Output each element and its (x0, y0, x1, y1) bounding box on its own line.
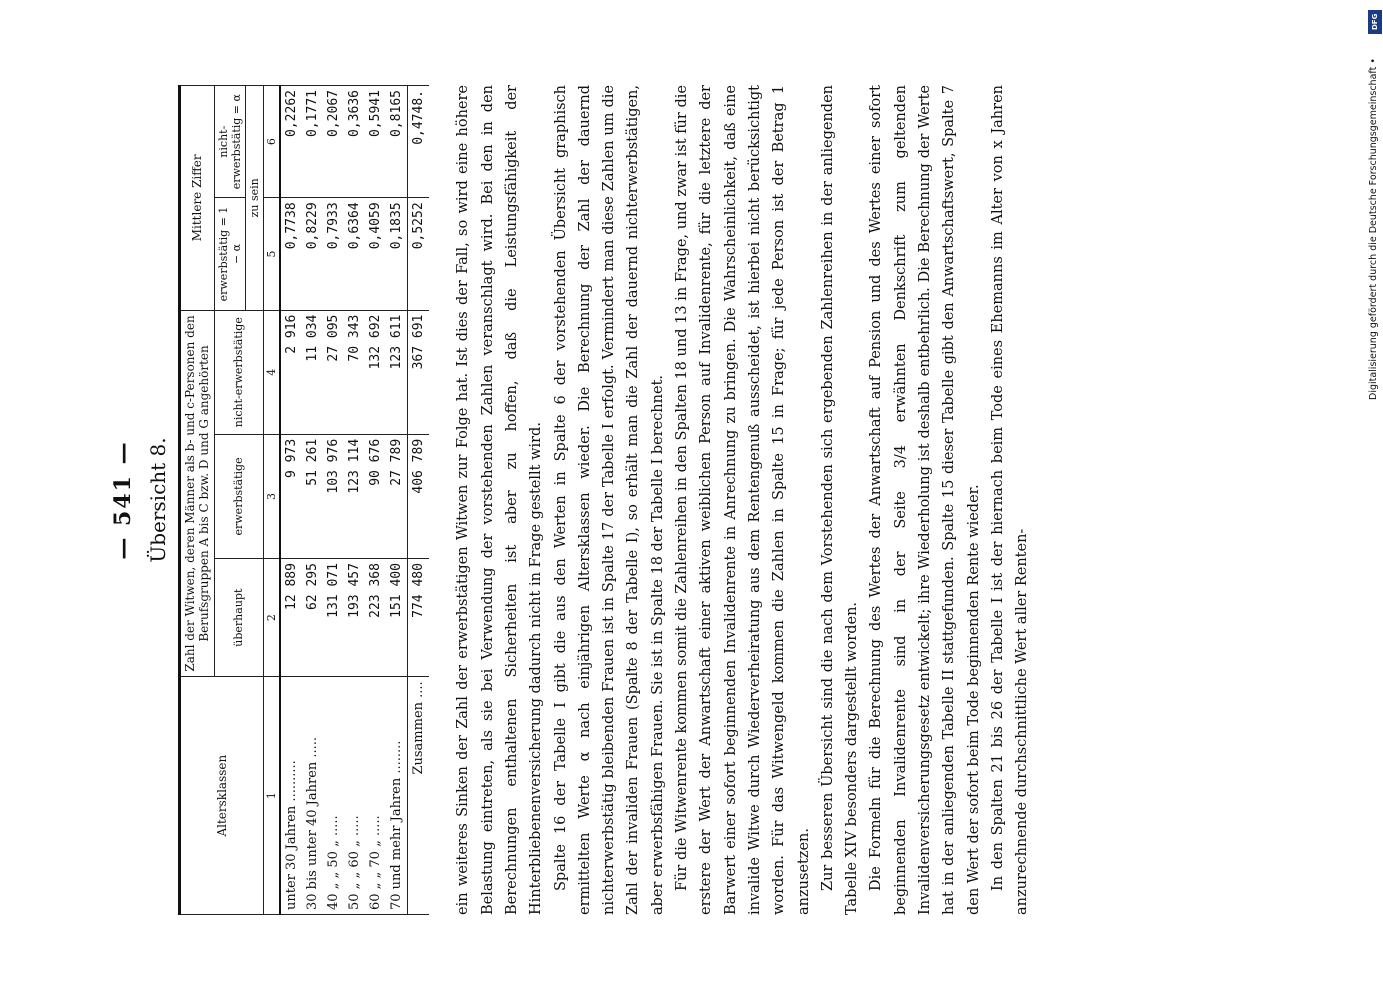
header-mittlere-ziffer: Mittlere Ziffer (180, 86, 215, 311)
cell-nicht-erwerbstaetige: 11 034 (302, 310, 323, 434)
cell-ueberhaupt: 193 457 (344, 559, 365, 677)
cell-sum-ziffer-nicht-erwerbstaetig: 0,4748. (408, 86, 430, 198)
cell-sum-ueberhaupt: 774 480 (408, 559, 430, 677)
row-altersklasse: 30 bis unter 40 Jahren ..... (302, 677, 323, 915)
column-number: 2 (264, 559, 281, 677)
header-erwerbstaetige: erwerbstätige (214, 434, 264, 558)
header-erwerbstaetig-ziffer: erwerbstätig = 1 − α (214, 198, 245, 310)
cell-erwerbstaetige: 103 976 (323, 434, 344, 558)
cell-erwerbstaetige: 9 973 (280, 434, 302, 558)
cell-ziffer-nicht-erwerbstaetig: 0,2067 (323, 86, 344, 198)
cell-nicht-erwerbstaetige: 132 692 (365, 310, 386, 434)
rotated-page (110, 40, 1290, 960)
cell-erwerbstaetige: 90 676 (365, 434, 386, 558)
header-altersklassen: Altersklassen (180, 677, 264, 915)
cell-ziffer-nicht-erwerbstaetig: 0,2262 (280, 86, 302, 198)
cell-ziffer-erwerbstaetig: 0,7933 (323, 198, 344, 310)
column-number: 4 (264, 310, 281, 434)
page-number: — 541 — (110, 440, 136, 560)
cell-ziffer-erwerbstaetig: 0,8229 (302, 198, 323, 310)
cell-ziffer-erwerbstaetig: 0,6364 (344, 198, 365, 310)
cell-erwerbstaetige: 51 261 (302, 434, 323, 558)
row-altersklasse: 50 „ „ 60 „ ..... (344, 677, 365, 915)
cell-ziffer-erwerbstaetig: 0,1835 (386, 198, 408, 310)
cell-ueberhaupt: 12 889 (280, 559, 302, 677)
header-nicht-erwerbstaetig-ziffer: nicht-erwerbstätig = α (214, 86, 245, 198)
cell-ziffer-nicht-erwerbstaetig: 0,5941 (365, 86, 386, 198)
cell-nicht-erwerbstaetige: 123 611 (386, 310, 408, 434)
cell-ziffer-erwerbstaetig: 0,4059 (365, 198, 386, 310)
cell-ueberhaupt: 223 368 (365, 559, 386, 677)
cell-erwerbstaetige: 123 114 (344, 434, 365, 558)
paragraph: ein weiteres Sinken der Zahl der erwerbstätigen Witwen zur Folge hat. Ist dies der Fall, so wird eine höhere Belastung eintreten, als sie bei Verwendung der vorstehenden Zahlen veranschlagt wird. Bei den in den Berechnungen enthaltenen Sicherheiten ist aber zu hoffen, daß die Leistungsfähigkeit der Hinterbliebenenversicherung dadurch nicht in Frage gestellt wird. (455, 85, 545, 915)
row-zusammen: Zusammen .... (408, 677, 430, 915)
row-altersklasse: 70 und mehr Jahren ........ (386, 677, 408, 915)
digitization-credit (1368, 10, 1383, 400)
credit-text: Digitalisierung gefördert durch die Deutsche Forschungsgemeinschaft • (1368, 58, 1379, 400)
cell-ueberhaupt: 131 071 (323, 559, 344, 677)
cell-sum-ziffer-erwerbstaetig: 0,5252 (408, 198, 430, 310)
row-altersklasse: unter 30 Jahren .......... (280, 677, 302, 915)
cell-sum-nicht-erwerbstaetige: 367 691 (408, 310, 430, 434)
header-zu-sein: zu sein (246, 86, 264, 311)
row-altersklasse: 40 „ „ 50 „ ..... (323, 677, 344, 915)
cell-ziffer-nicht-erwerbstaetig: 0,8165 (386, 86, 408, 198)
paragraph: Die Formeln für die Berechnung des Wertes der Anwartschaft auf Pension und des Wertes einer sofort beginnenden Invalidenrente sind in der Seite 3/4 erwähnten Denkschrift zum geltenden Invalidenversicherungsgesetz entwickelt; ihre Wiederholung ist deshalb entbehrlich. Die Berechnung der Werte hat in der anliegenden Tabelle II stattgefunden. Spalte 15 dieser Tabelle gibt den Anwartschaftswert, Spalte 7 den Wert der sofort beim Tode beginnenden Rente wieder. (868, 85, 982, 915)
body-text (451, 85, 1034, 915)
statistics-table (178, 85, 429, 915)
cell-nicht-erwerbstaetige: 70 343 (344, 310, 365, 434)
paragraph: In den Spalten 21 bis 26 der Tabelle I ist der hiernach beim Tode eines Ehemanns im Alter von x Jahren anzurechnende durchschnittliche Wert aller Renten- (989, 85, 1031, 915)
table-title: Übersicht 8. (146, 437, 170, 563)
cell-ueberhaupt: 151 400 (386, 559, 408, 677)
cell-ueberhaupt: 62 295 (302, 559, 323, 677)
column-number: 5 (264, 198, 281, 310)
column-number: 3 (264, 434, 281, 558)
header-nicht-erwerbstaetige: nicht-erwerbstätige (214, 310, 264, 434)
row-altersklasse: 60 „ „ 70 „ ..... (365, 677, 386, 915)
header-zahl-der-witwen: Zahl der Witwen, deren Männer als b- und c-Personen den Berufsgruppen A bis C bzw. D und G angehörten (180, 310, 215, 677)
paragraph: Zur besseren Übersicht sind die nach dem Vorstehenden sich ergebenden Zahlenreihen in der anliegenden Tabelle XIV besonders dargestellt worden. (819, 85, 861, 915)
cell-ziffer-nicht-erwerbstaetig: 0,1771 (302, 86, 323, 198)
header-ueberhaupt: überhaupt (214, 559, 264, 677)
cell-ziffer-nicht-erwerbstaetig: 0,3636 (344, 86, 365, 198)
cell-nicht-erwerbstaetige: 2 916 (280, 310, 302, 434)
cell-nicht-erwerbstaetige: 27 095 (323, 310, 344, 434)
cell-sum-erwerbstaetige: 406 789 (408, 434, 430, 558)
column-number: 1 (264, 677, 281, 915)
dfg-logo-icon: DFG (1368, 10, 1382, 34)
paragraph: Für die Witwenrente kommen somit die Zahlenreihen in den Spalten 18 und 13 in Frage, und zwar ist für die erstere der Wert der Anwartschaft einer aktiven weiblichen Person auf Invalidenrente, für die letztere der Barwert einer sofort beginnenden Invalidenrente in Anrechnung zu bringen. Die Wahrscheinlichkeit, daß eine invalide Witwe durch Wiederverheiratung aus dem Rentengenuß ausscheidet, ist hierbei nicht berücksichtigt worden. Für das Witwengeld kommen die Zahlen in Spalte 15 in Frage; für jede Person ist der Betrag 1 anzusetzen. (674, 85, 812, 915)
paragraph: Spalte 16 der Tabelle I gibt die aus den Werten in Spalte 6 der vorstehenden Übersicht graphisch ermittelten Werte α nach einjährigen Altersklassen wieder. Die Berechnung der Zahl der dauernd nichterwerbstätig bleibenden Frauen ist in Spalte 17 der Tabelle I erfolgt. Vermindert man diese Zahlen um die Zahl der invaliden Frauen (Spalte 8 der Tabelle I), so erhält man die Zahl der dauernd nichterwerbstätigen, aber erwerbsfähigen Frauen. Sie ist in Spalte 18 der Tabelle I berechnet. (552, 85, 666, 915)
cell-erwerbstaetige: 27 789 (386, 434, 408, 558)
cell-ziffer-erwerbstaetig: 0,7738 (280, 198, 302, 310)
column-number: 6 (264, 86, 281, 198)
